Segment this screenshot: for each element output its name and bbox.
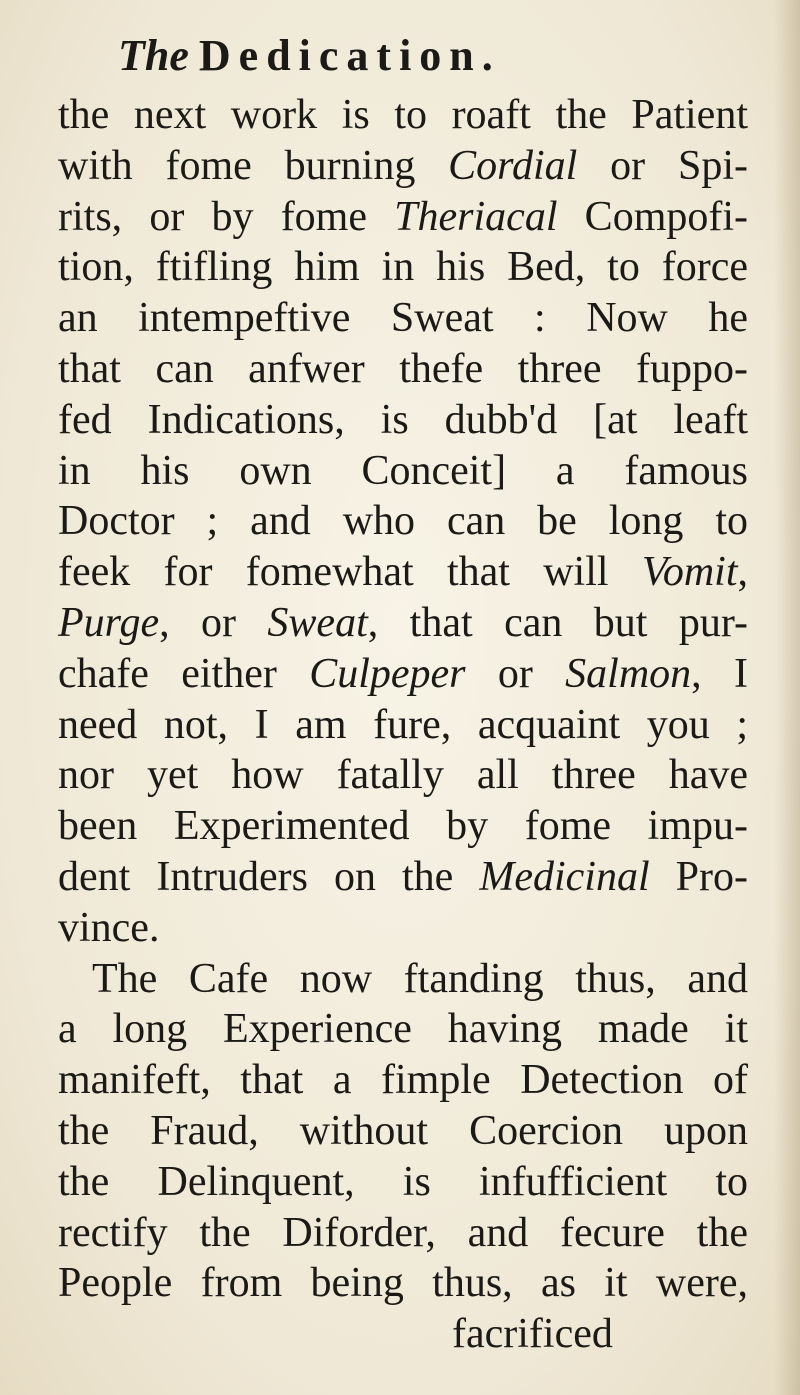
italic-term: Vomit [641, 549, 738, 596]
text-line: with fome burning Cordial or Spi- [58, 142, 749, 189]
text-line: fed Indications, is dubb'd [at leaft [58, 396, 748, 443]
text-line: need not, I am fure, acquaint you ; [58, 701, 748, 748]
text-line: tion, ftifling him in his Bed, to force [58, 244, 748, 291]
text-line: manifeft, that a fimple Detection of [58, 1057, 748, 1104]
text-line: an intempeftive Sweat : Now he [58, 295, 748, 342]
text-line: nor yet how fatally all three have [58, 752, 748, 799]
text-line: the Fraud, without Coercion upon [58, 1107, 748, 1154]
text-line: vince. [58, 904, 160, 951]
italic-term: Culpeper [309, 650, 466, 697]
text-line: Purge, or Sweat, that can but pur- [58, 599, 748, 646]
page-edge-shadow [774, 0, 800, 1395]
text-line: rectify the Diforder, and fecure the [58, 1209, 748, 1256]
italic-term: Salmon [565, 650, 692, 697]
italic-term: Cordial [448, 142, 578, 189]
text-line: chafe either Culpeper or Salmon, I [58, 650, 748, 697]
text-line: a long Experience having made it [58, 1006, 748, 1053]
body-text [58, 90, 748, 1360]
italic-term: Sweat [267, 599, 368, 646]
italic-term: Theriacal [394, 193, 558, 240]
text-line: feek for fomewhat that will Vomit, [58, 549, 748, 596]
text-line: in his own Conceit] a famous [58, 447, 748, 494]
text-line: the Delinquent, is infufficient to [58, 1158, 748, 1205]
text-line: dent Intruders on the Medicinal Pro- [58, 853, 748, 900]
text-line: that can anfwer thefe three fuppo- [58, 345, 748, 392]
italic-term: Purge [58, 599, 160, 646]
text-line: The Cafe now ftanding thus, and [92, 955, 748, 1002]
text-line: rits, or by fome Theriacal Compofi- [58, 193, 749, 240]
header-the: The [118, 31, 189, 80]
header-title: Dedication. [198, 31, 501, 80]
text-line: Doctor ; and who can be long to [58, 498, 748, 545]
italic-term: Medicinal [479, 853, 650, 900]
text-line: the next work is to roaft the Patient [58, 92, 748, 138]
text-line: People from being thus, as it were, [58, 1260, 748, 1307]
catchword: facrificed [452, 1311, 613, 1358]
text-line: been Experimented by fome impu- [58, 803, 748, 850]
running-header [118, 30, 501, 90]
